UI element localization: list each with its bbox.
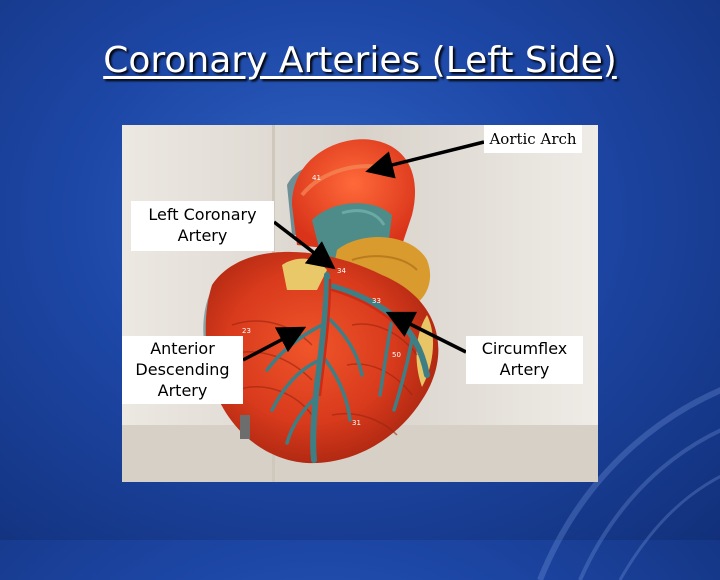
label-line: Descending xyxy=(135,360,230,379)
svg-text:50: 50 xyxy=(392,351,401,359)
svg-text:31: 31 xyxy=(352,419,361,427)
label-line: Anterior xyxy=(150,339,215,358)
label-anterior-descending-artery xyxy=(122,336,243,404)
label-line: Left Coronary xyxy=(148,205,257,224)
label-line: Artery xyxy=(499,360,550,379)
label-line: Artery xyxy=(157,381,208,400)
slide-title: Coronary Arteries (Left Side) xyxy=(103,40,617,81)
label-aortic-arch: Aortic Arch xyxy=(484,125,582,153)
label-left-coronary-artery xyxy=(131,201,274,251)
svg-text:23: 23 xyxy=(242,327,251,335)
label-circumflex-artery xyxy=(466,336,583,384)
svg-text:41: 41 xyxy=(312,174,321,182)
svg-text:34: 34 xyxy=(337,267,346,275)
svg-text:33: 33 xyxy=(372,297,381,305)
label-line: Artery xyxy=(177,226,228,245)
heart-model-photo xyxy=(122,125,598,482)
label-line: Circumflex xyxy=(481,339,568,358)
